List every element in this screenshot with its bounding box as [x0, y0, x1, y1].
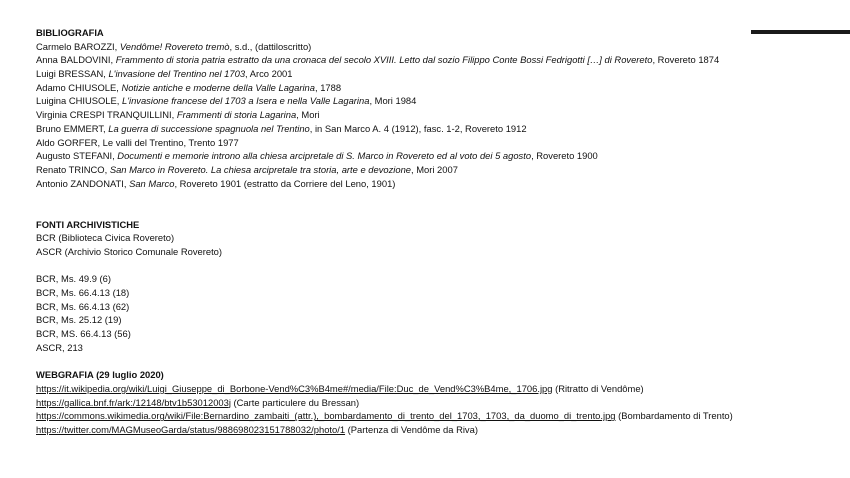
entry-details: , in San Marco A. 4 (1912), fasc. 1-2, Rovereto 1912	[309, 122, 527, 134]
bibliografia-entry	[36, 40, 836, 54]
entry-author: Augusto STEFANI,	[36, 150, 118, 162]
entry-author: Carmelo BAROZZI,	[36, 40, 120, 52]
entry-author: Renato TRINCO,	[36, 163, 110, 175]
entry-author: Aldo GORFER, Le valli del Trentino, Trento 1977	[36, 136, 239, 148]
entry-title: Vendôme! Rovereto tremò	[119, 40, 230, 52]
bibliografia-entry	[36, 163, 836, 177]
entry-details: , 1788	[314, 81, 342, 93]
webgrafia-note: (Partenza di Vendôme da Riva)	[345, 423, 478, 435]
entry-author: Bruno EMMERT,	[36, 122, 109, 134]
bibliografia-entry	[36, 149, 836, 163]
entry-details: , Mori 2007	[411, 163, 458, 175]
bibliografia-entry	[36, 108, 836, 122]
entry-title: San Marco	[129, 177, 175, 189]
entry-title: San Marco in Rovereto. La chiesa arcipretale tra storia, arte e devozione	[109, 163, 412, 175]
bibliografia-entry	[36, 122, 836, 136]
webgrafia-link[interactable]: https://it.wikipedia.org/wiki/Luigi_Giuseppe_di_Borbone-Vend%C3%B4me#/media/File:Duc_de_Vend%C3%B4me,_1706.jpg	[36, 382, 553, 394]
webgrafia-link[interactable]: https://twitter.com/MAGMuseoGarda/status/988698023151788032/photo/1	[36, 423, 346, 435]
webgrafia-link[interactable]: https://gallica.bnf.fr/ark:/12148/btv1b53012003j	[36, 396, 231, 408]
entry-title: Notizie antiche e moderne della Valle Lagarina	[121, 81, 315, 93]
fonti-item: BCR, Ms. 66.4.13 (62)	[36, 300, 130, 312]
entry-details: , Rovereto 1900	[531, 150, 598, 162]
webgrafia-note: (Ritratto di Vendôme)	[552, 382, 644, 394]
webgrafia-entry	[36, 382, 836, 396]
webgrafia-entry	[36, 396, 836, 410]
entry-title: Documenti e memorie introno alla chiesa arcipretale di S. Marco in Rovereto ed al voto dei 5 agosto	[117, 150, 532, 162]
webgrafia-heading: WEBGRAFIA (29 luglio 2020)	[36, 369, 164, 381]
entry-title: Frammento di storia patria estratto da una cronaca del secolo XVIII. Letto dal sozio Filippo Conte Bossi Fedrigotti […] di Rovereto	[115, 54, 653, 66]
webgrafia-entry	[36, 423, 836, 437]
entry-author: Luigina CHIUSOLE,	[36, 95, 122, 107]
fonti-item: BCR, MS. 66.4.13 (56)	[36, 328, 131, 340]
fonti-abbreviation: BCR (Biblioteca Civica Rovereto)	[36, 232, 175, 244]
entry-title: La guerra di successione spagnuola nel Trentino	[108, 122, 310, 134]
bibliografia-entry	[36, 94, 836, 108]
fonti-abbreviation: ASCR (Archivio Storico Comunale Rovereto)	[36, 246, 223, 258]
bibliografia-entry	[36, 67, 836, 81]
webgrafia-note: (Carte particulere du Bressan)	[230, 396, 360, 408]
fonti-item: BCR, Ms. 49.9 (6)	[36, 273, 112, 285]
entry-title: L'invasione francese del 1703 a Isera e nella Valle Lagarina	[121, 95, 370, 107]
fonti-item: BCR, Ms. 25.12 (19)	[36, 314, 122, 326]
entry-author: Virginia CRESPI TRANQUILLINI,	[36, 109, 177, 121]
bibliografia-list	[36, 40, 836, 191]
bibliografia-entry	[36, 81, 836, 95]
entry-details: , s.d., (dattiloscritto)	[229, 40, 312, 52]
webgrafia-note: (Bombardamento di Trento)	[615, 410, 733, 422]
document-body	[36, 26, 836, 437]
entry-details: , Arco 2001	[245, 68, 293, 80]
entry-details: , Rovereto 1901 (estratto da Corriere del Leno, 1901)	[174, 177, 396, 189]
entry-details: , Mori 1984	[369, 95, 417, 107]
bibliografia-entry	[36, 177, 836, 191]
webgrafia-link[interactable]: https://commons.wikimedia.org/wiki/File:Bernardino_zambaiti_(attr.),_bombardamento_di_trento_del_1703,_1703,_da_duomo_di_trento.jpg	[36, 410, 616, 422]
bibliografia-heading: BIBLIOGRAFIA	[36, 27, 104, 38]
fonti-item: BCR, Ms. 66.4.13 (18)	[36, 287, 130, 299]
fonti-heading: FONTI ARCHIVISTICHE	[36, 218, 140, 230]
entry-author: Luigi BRESSAN,	[36, 68, 109, 80]
fonti-item: ASCR, 213	[36, 341, 83, 353]
entry-author: Antonio ZANDONATI,	[36, 177, 130, 189]
bibliografia-entry	[36, 136, 836, 150]
entry-author: Adamo CHIUSOLE,	[36, 81, 122, 93]
bibliografia-entry	[36, 53, 836, 67]
entry-author: Anna BALDOVINI,	[36, 54, 116, 66]
entry-details: , Rovereto 1874	[652, 54, 720, 66]
entry-title: L'invasione del Trentino nel 1703	[108, 68, 246, 80]
webgrafia-entry	[36, 409, 836, 423]
entry-details: , Mori	[296, 109, 320, 121]
entry-title: Frammenti di storia Lagarina	[176, 109, 297, 121]
